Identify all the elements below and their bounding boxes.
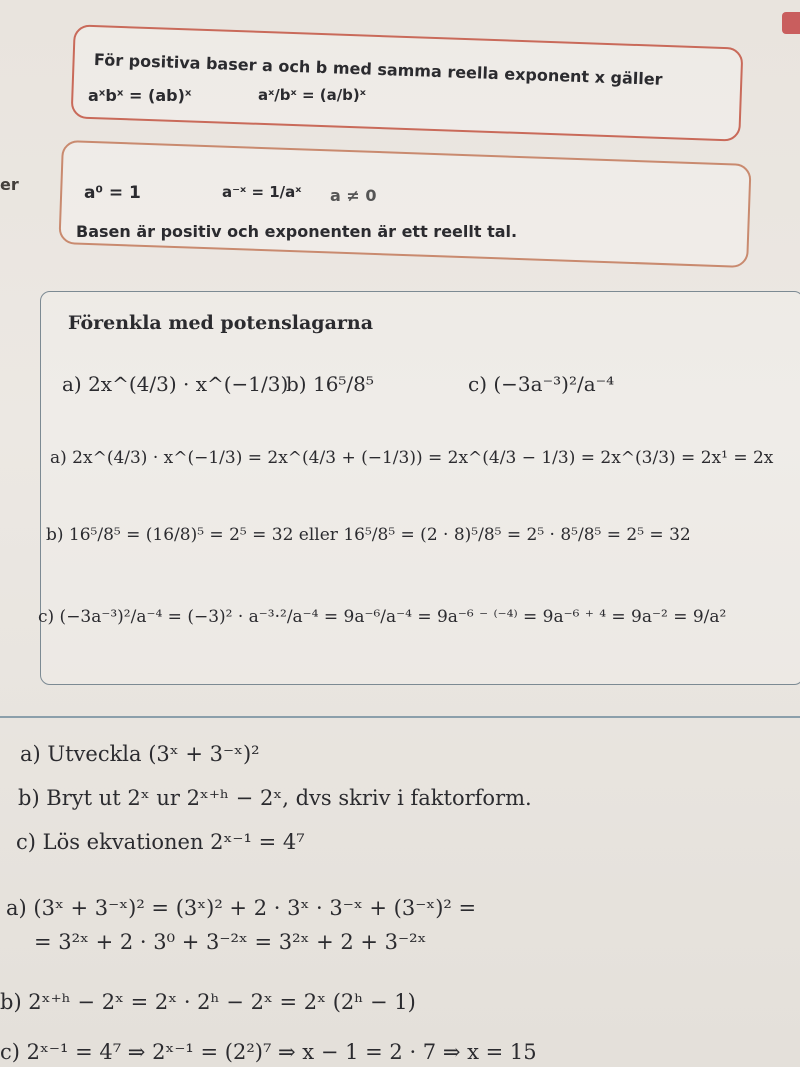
page-tab-marker — [782, 12, 800, 34]
example-1-heading: Förenkla med potenslagarna — [68, 312, 374, 334]
example-2-solution-a-line-1: a) (3ˣ + 3⁻ˣ)² = (3ˣ)² + 2 · 3ˣ · 3⁻ˣ + (3⁻ˣ)² = — [6, 896, 477, 920]
section-divider — [0, 716, 800, 718]
example-2-solution-c: c) 2ˣ⁻¹ = 4⁷ ⇒ 2ˣ⁻¹ = (2²)⁷ ⇒ x − 1 = 2 · 7 ⇒ x = 15 — [0, 1040, 537, 1064]
laws-box-1-title: För positiva baser a och b med samma reella exponent x gäller — [93, 50, 663, 89]
example-2-task-b: b) Bryt ut 2ˣ ur 2ˣ⁺ʰ − 2ˣ, dvs skriv i faktorform. — [18, 786, 532, 810]
law-product: aˣbˣ = (ab)ˣ — [88, 86, 192, 105]
laws-box-2-side-label: er — [0, 175, 19, 194]
law-condition: a ≠ 0 — [330, 186, 377, 205]
example-1-solution-b: b) 16⁵/8⁵ = (16/8)⁵ = 2⁵ = 32 eller 16⁵/8⁵ = (2 · 8)⁵/8⁵ = 2⁵ · 8⁵/8⁵ = 2⁵ = 32 — [46, 525, 691, 545]
example-1-solution-a: a) 2x^(4/3) · x^(−1/3) = 2x^(4/3 + (−1/3)) = 2x^(4/3 − 1/3) = 2x^(3/3) = 2x¹ = 2x — [50, 448, 774, 468]
example-1-problem-a: a) 2x^(4/3) · x^(−1/3) — [62, 372, 289, 396]
laws-box-2 — [58, 140, 751, 268]
example-1-problem-b: b) 16⁵/8⁵ — [286, 372, 374, 396]
example-2-solution-b: b) 2ˣ⁺ʰ − 2ˣ = 2ˣ · 2ʰ − 2ˣ = 2ˣ (2ʰ − 1) — [0, 990, 416, 1014]
law-quotient: aˣ/bˣ = (a/b)ˣ — [258, 86, 366, 104]
law-negative-exponent: a⁻ˣ = 1/aˣ — [222, 183, 302, 201]
laws-box-2-note: Basen är positiv och exponenten är ett reellt tal. — [76, 222, 518, 241]
example-2-solution-a-line-2: = 3²ˣ + 2 · 3⁰ + 3⁻²ˣ = 3²ˣ + 2 + 3⁻²ˣ — [34, 930, 427, 954]
example-2-task-a: a) Utveckla (3ˣ + 3⁻ˣ)² — [20, 742, 260, 766]
example-1-solution-c: c) (−3a⁻³)²/a⁻⁴ = (−3)² · a⁻³·²/a⁻⁴ = 9a⁻⁶/a⁻⁴ = 9a⁻⁶ ⁻ ⁽⁻⁴⁾ = 9a⁻⁶ ⁺ ⁴ = 9a⁻² = 9/a² — [38, 607, 727, 627]
example-2-task-c: c) Lös ekvationen 2ˣ⁻¹ = 4⁷ — [16, 830, 305, 854]
example-1-problem-c: c) (−3a⁻³)²/a⁻⁴ — [468, 372, 615, 396]
law-zero-exponent: a⁰ = 1 — [84, 183, 141, 203]
